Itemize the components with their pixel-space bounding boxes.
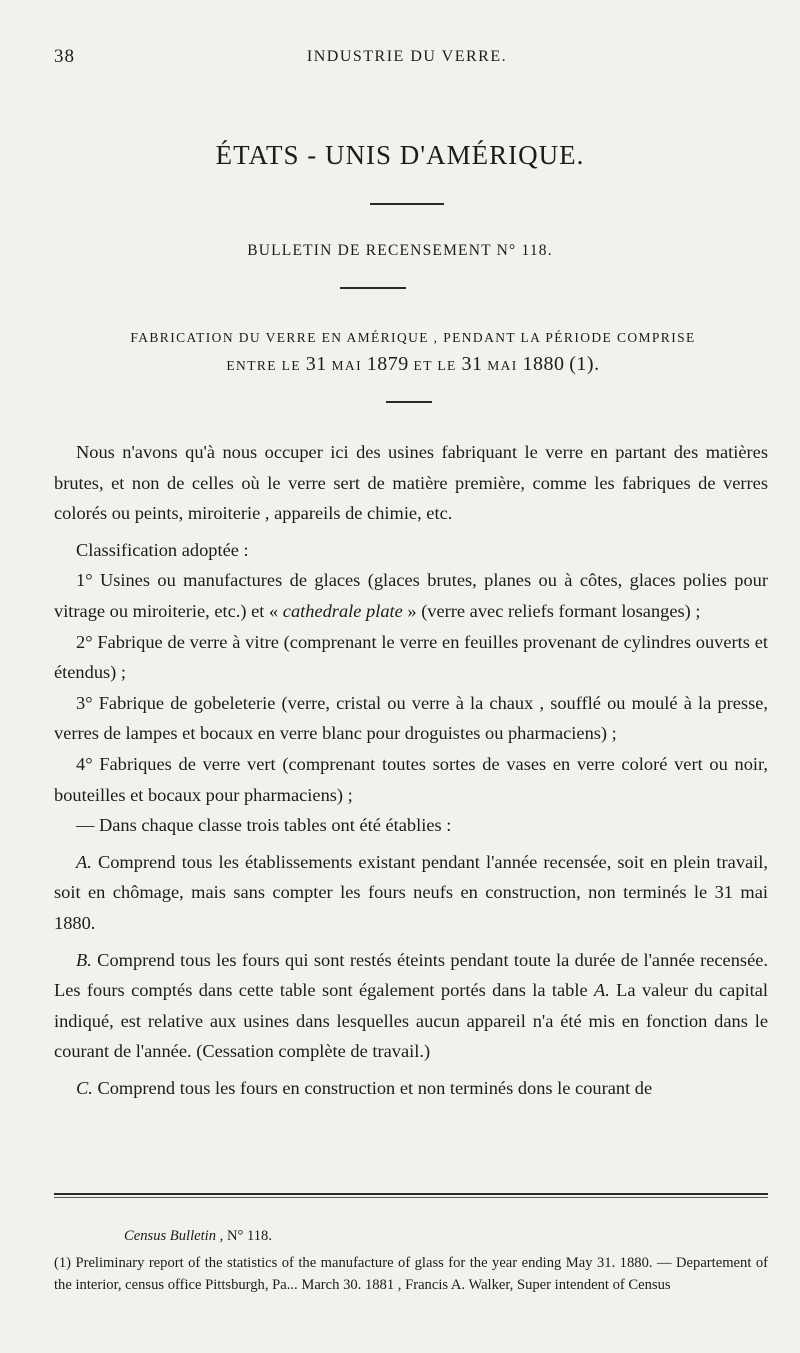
table-b-paragraph: B. Comprend tous les fours qui sont restés éteints pendant toute la durée de l'année recensée. Les fours comptés dans cette table sont également portés dans la table A. La valeur du capital indiqué, est relative aux usines dans lesquelles aucun appareil n'a été mis en fonction dans le courant de l'année. (Cessation complète de travail.) <box>54 949 769 1062</box>
page-title: ÉTATS - UNIS D'AMÉRIQUE. <box>215 140 585 170</box>
footnote-ref: (1). <box>569 353 600 375</box>
census-bulletin-ref: Census Bulletin , N° 118. <box>124 1228 272 1244</box>
class-3-paragraph: 3° Fabrique de gobeleterie (verre, cristal ou verre à la chaux , soufflé ou moulé à la presse, verres de lampes et bocaux en verre blanc pour droguistes ou pharmaciens) ; <box>54 692 768 744</box>
running-head <box>54 46 760 70</box>
class-1-paragraph: 1° Usines ou manufactures de glaces (glaces brutes, planes ou à côtes, glaces polies pour vitrage ou miroiterie, etc.) et « cathedrale plate » (verre avec reliefs formant losanges) ; <box>54 570 768 621</box>
bulletin-heading: BULLETIN DE RECENSEMENT N° 118. <box>247 242 553 259</box>
running-title: INDUSTRIE DU VERRE. <box>306 48 508 65</box>
fabrication-heading-line2: ENTRE LE 31 MAI 1879 ET LE 31 MAI 1880 (1). <box>226 353 600 375</box>
tables-intro: — Dans chaque classe trois tables ont été établies : <box>76 815 452 836</box>
classification-heading: Classification adoptée : <box>76 539 249 560</box>
footnote-divider-thin <box>54 1197 768 1198</box>
class-4-paragraph: 4° Fabriques de verre vert (comprenant toutes sortes de vases en verre coloré vert ou noir, bouteilles et bocaux pour pharmaciens) ; <box>54 753 768 805</box>
bulletin-divider <box>340 287 406 289</box>
body-text <box>54 437 768 1103</box>
class-2-paragraph: 2° Fabrique de verre à vitre (comprenant le verre en feuilles provenant de cylindres ouverts et étendus) ; <box>54 631 768 683</box>
fabrication-heading-line1: FABRICATION DU VERRE EN AMÉRIQUE , PENDANT LA PÉRIODE COMPRISE <box>130 330 696 345</box>
intro-paragraph: Nous n'avons qu'à nous occuper ici des usines fabriquant le verre en partant des matières brutes, et non de celles où le verre sert de matière première, comme les fabriques de verres colorés ou peints, miroiterie , appareils de chimie, etc. <box>54 442 768 524</box>
fabrication-heading <box>56 325 770 379</box>
page-number: 38 <box>54 46 75 67</box>
table-c-paragraph: C. Comprend tous les fours en construction et non terminés dons le courant de <box>76 1077 653 1098</box>
table-a-paragraph: A. Comprend tous les établissements existant pendant l'année recensée, soit en plein travail, soit en chômage, mais sans compter les fours neufs en construction, non terminés le 31 mai 1880. <box>54 851 768 933</box>
footnote-divider <box>54 1193 768 1195</box>
title-divider <box>370 203 444 205</box>
heading-divider <box>386 401 432 403</box>
footnote-1: (1) Preliminary report of the statistics of the manufacture of glass for the year ending May 31. 1880. — Departement of the interior, census office Pittsburgh, Pa... March 30. 1881 , Francis A. Walker, Super intendent of Census <box>54 1255 768 1293</box>
footnotes <box>54 1225 768 1296</box>
